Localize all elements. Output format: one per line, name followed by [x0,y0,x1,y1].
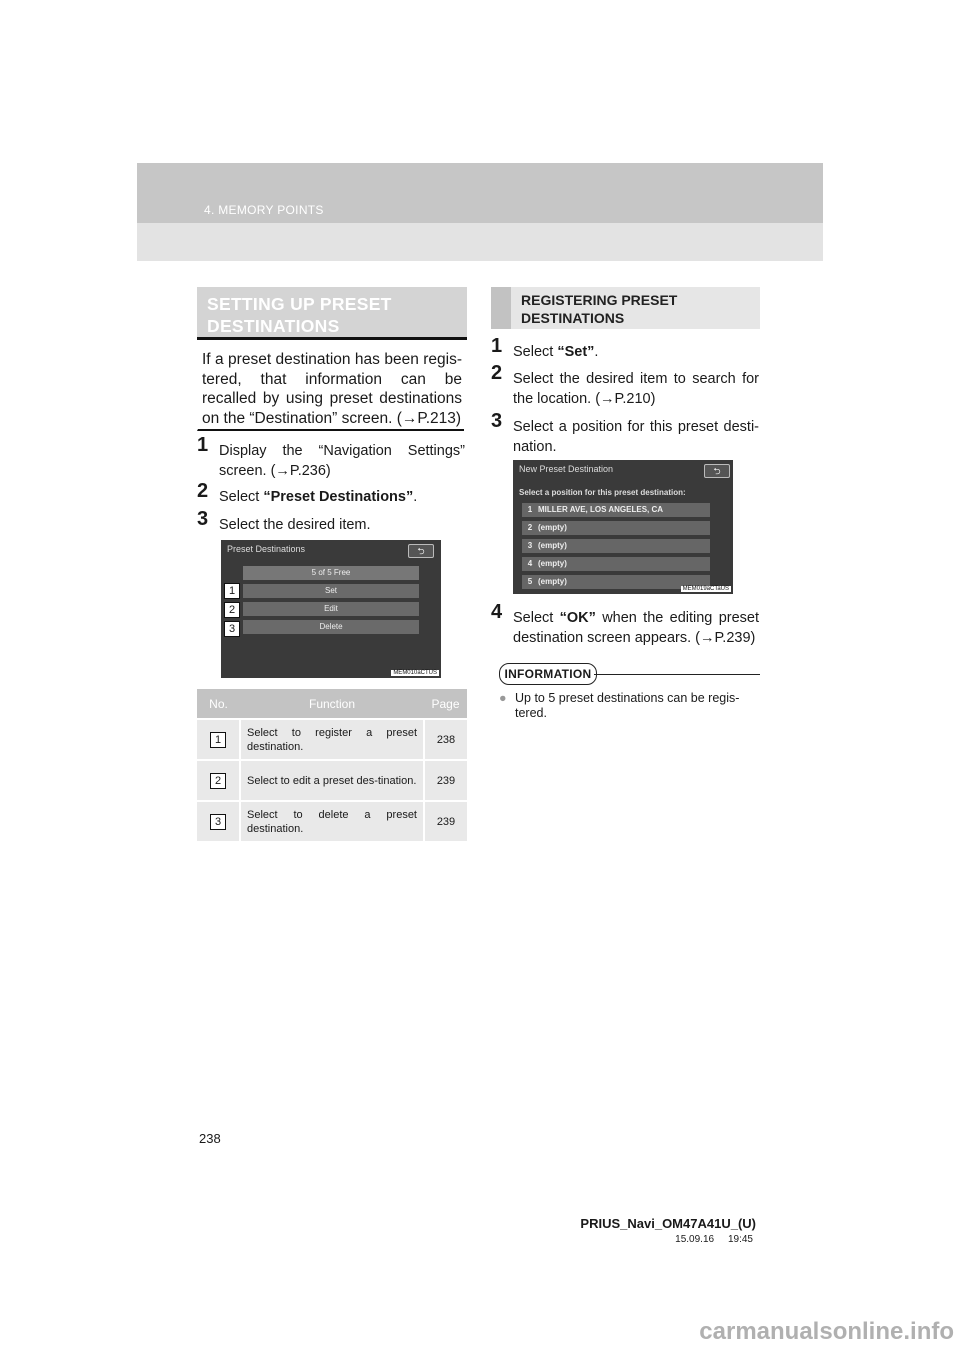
position-number: 5 [527,577,533,586]
row-number: 3 [210,814,226,830]
screen-title: New Preset Destination [519,464,614,474]
information-item [499,691,757,721]
callout-3: 3 [224,621,240,637]
step-bold: “Preset Destinations” [263,489,414,505]
step-number: 4 [491,601,503,623]
step-text: Select the desired item to search for the location. (→P.210) [513,371,759,407]
step-text: Display the “Navigation Settings” screen. (→P.236) [219,443,465,479]
step-number: 3 [197,508,209,530]
step-suffix: when the editing preset destination screen appears. (→P.239) [513,610,759,646]
step-suffix: . [594,344,599,360]
position-number: 1 [527,505,533,514]
col-header-function: Function [240,689,424,719]
step-number: 1 [197,434,209,456]
screen-subtitle: Select a position for this preset destination: [519,488,686,497]
free-count-row: 5 of 5 Free [243,566,419,580]
right-heading-line2: DESTINATIONS [521,310,625,326]
left-heading-line1: SETTING UP PRESET [207,294,392,314]
step-suffix: . [413,489,418,505]
step-number: 1 [491,335,503,357]
row-function: Select to register a preset destination. [240,719,424,760]
step-bold: “Set” [557,344,595,360]
row-function: Select to edit a preset des-tination. [240,760,424,801]
position-label: (empty) [538,523,567,532]
position-row-2 [522,521,710,535]
delete-row: Delete [243,620,419,634]
timestamp: 15.09.16 19:45 [675,1234,753,1245]
set-row: Set [243,584,419,598]
watermark: carmanualsonline.info [699,1318,954,1345]
step-number: 2 [197,480,209,502]
step-bold: “OK” [559,610,596,626]
row-page: 239 [424,801,467,841]
position-row-4 [522,557,710,571]
screenshot-caption: MEM019aCTaUS [682,586,729,592]
information-rule [594,674,760,675]
row-page: 239 [424,760,467,801]
preset-destinations-screenshot [221,540,441,678]
row-number: 1 [210,732,226,748]
step-text [513,608,759,648]
callout-1: 1 [224,583,240,599]
left-heading-line2: DESTINATIONS [207,316,340,336]
step-text: Select a position for this preset desti-nation. [513,419,759,455]
screen-title: Preset Destinations [227,544,306,554]
row-function: Select to delete a preset destination. [240,801,424,841]
callout-2: 2 [224,602,240,618]
step-text [513,342,598,362]
section-label: 4. MEMORY POINTS [204,203,324,217]
col-header-page: Page [424,689,467,719]
intro-box [197,341,464,431]
position-row-3 [522,539,710,553]
row-number: 2 [210,773,226,789]
step-prefix: Select [513,344,558,360]
heading-accent-bar [491,287,511,329]
information-tag: INFORMATION [499,663,597,685]
table-row [197,801,467,841]
position-row-1 [522,503,710,517]
back-icon: ⮌ [408,544,434,558]
screenshot-caption: MEM010aCTUS [393,670,437,676]
position-label: MILLER AVE, LOS ANGELES, CA [538,505,664,514]
col-header-no: No. [197,689,240,719]
information-text: Up to 5 preset destinations can be regis-tered. [515,691,740,720]
position-label: (empty) [538,559,567,568]
step-number: 3 [491,410,503,432]
right-heading [491,287,760,329]
step-prefix: Select [513,610,560,626]
step-text: Select the desired item. [219,517,371,533]
back-icon: ⮌ [704,464,730,478]
position-label: (empty) [538,577,567,586]
row-page: 238 [424,719,467,760]
right-heading-line1: REGISTERING PRESET [521,292,678,308]
step-prefix: Select [219,489,264,505]
document-id: PRIUS_Navi_OM47A41U_(U) [580,1216,756,1231]
bullet-icon: ● [499,691,507,705]
header-subband [137,223,823,261]
page-number: 238 [199,1131,221,1146]
step-text [219,487,417,507]
new-preset-destination-screenshot [513,460,733,594]
intro-text: If a preset destination has been regis-tered, that information can be recalled by using preset destinations on the “Destination” screen. (→P.213) [202,351,462,427]
position-number: 3 [527,541,533,550]
left-heading [197,287,467,340]
position-number: 4 [527,559,533,568]
function-table [197,689,467,841]
step-number: 2 [491,362,503,384]
table-row [197,719,467,760]
position-number: 2 [527,523,533,532]
position-label: (empty) [538,541,567,550]
edit-row: Edit [243,602,419,616]
table-row [197,760,467,801]
